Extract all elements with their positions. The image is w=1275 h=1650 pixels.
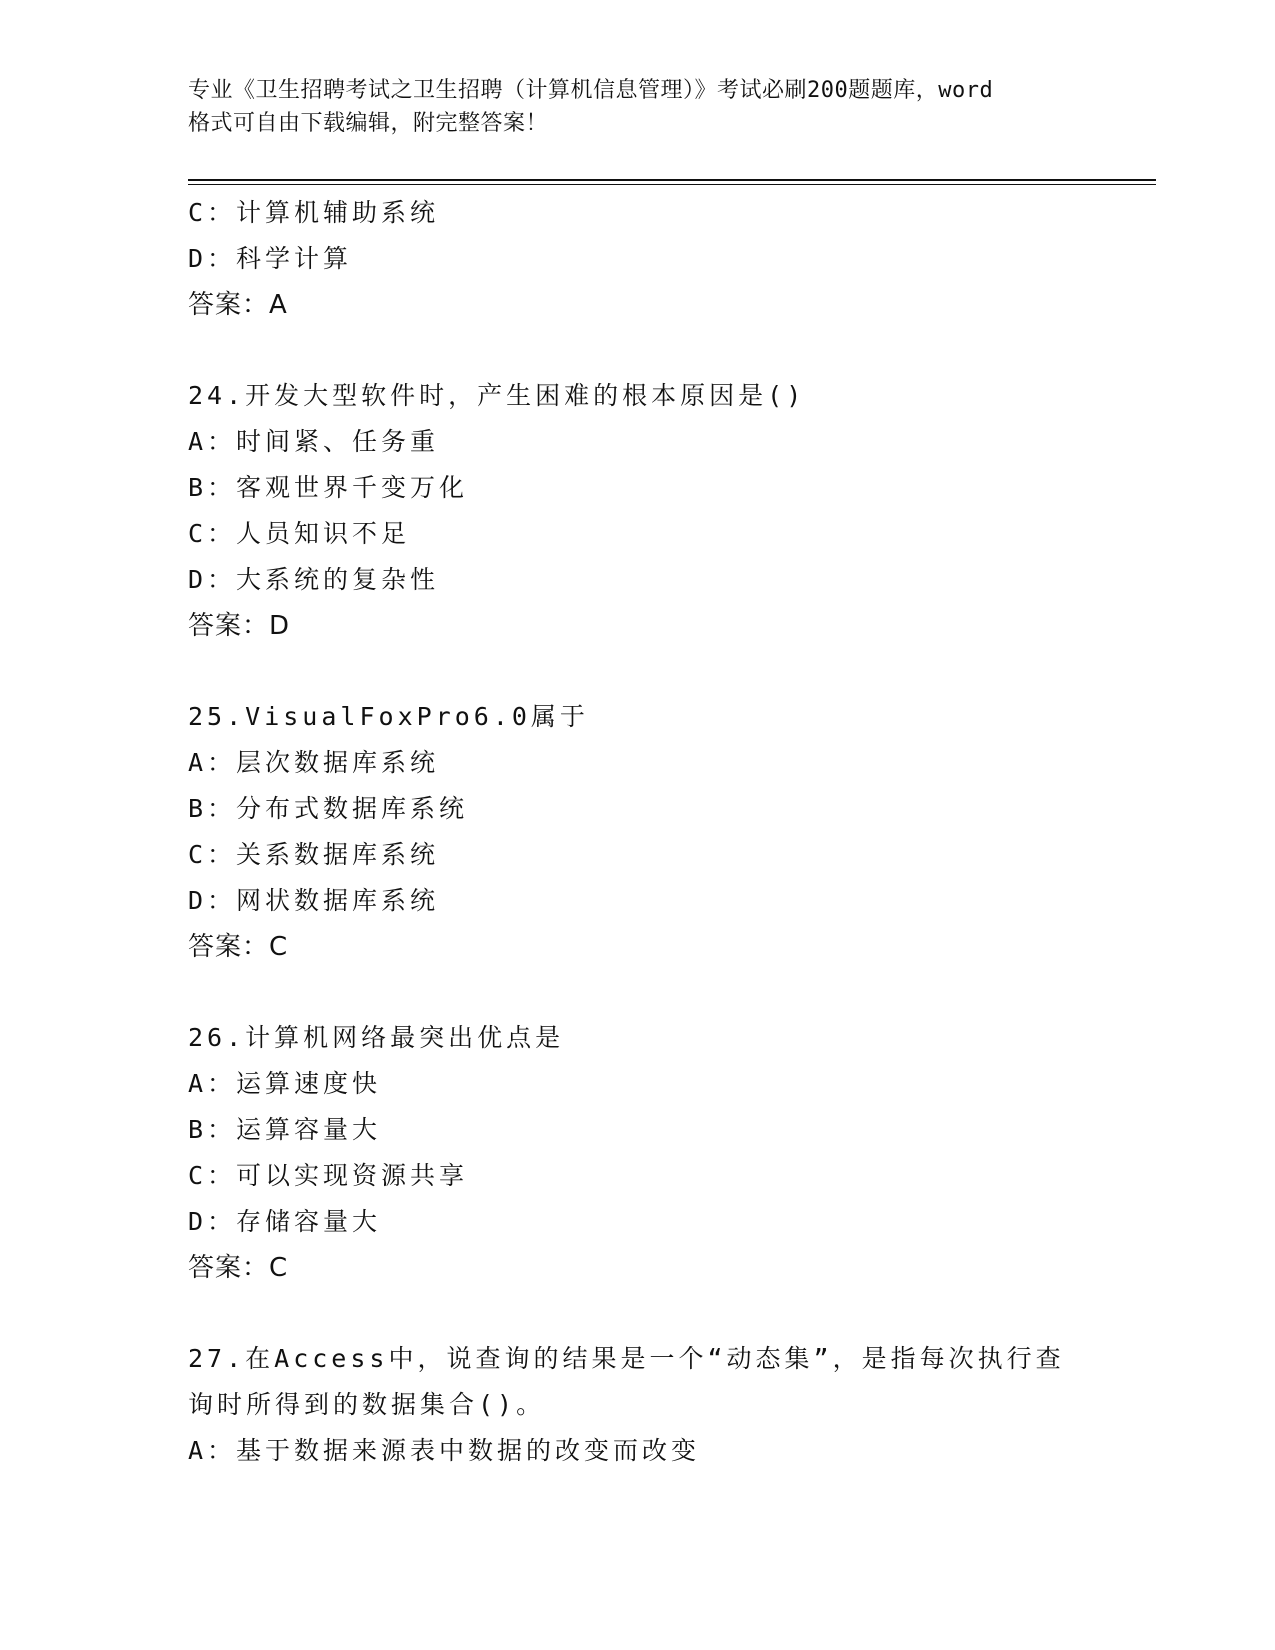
answer: 答案：C (188, 1253, 289, 1283)
option-c: C：关系数据库系统 (188, 840, 440, 869)
question-text-line-2: 询时所得到的数据集合()。 (188, 1390, 546, 1419)
question-27 (188, 1336, 1088, 1474)
option-c: C：人员知识不足 (188, 519, 411, 548)
question-23 (188, 190, 1088, 328)
header-divider-thin (188, 184, 1156, 185)
option-d: D：科学计算 (188, 244, 353, 273)
option-a: A：运算速度快 (188, 1069, 382, 1098)
question-25 (188, 694, 1088, 970)
question-26 (188, 1015, 1088, 1291)
option-b: B：运算容量大 (188, 1115, 382, 1144)
header-line-1: 专业《卫生招聘考试之卫生招聘（计算机信息管理）》考试必刷200题题库，word (188, 78, 994, 103)
answer: 答案：D (188, 611, 291, 641)
option-a: A：层次数据库系统 (188, 748, 440, 777)
option-d: D：网状数据库系统 (188, 886, 440, 915)
question-24 (188, 373, 1088, 649)
option-b: B：分布式数据库系统 (188, 794, 469, 823)
question-text: 26.计算机网络最突出优点是 (188, 1023, 565, 1052)
header-line-2: 格式可自由下载编辑，附完整答案！ (188, 111, 549, 136)
option-c: C：计算机辅助系统 (188, 198, 440, 227)
header-divider-thick (188, 179, 1156, 181)
answer: 答案：C (188, 932, 289, 962)
option-a: A：基于数据来源表中数据的改变而改变 (188, 1436, 701, 1465)
question-list (188, 190, 1088, 1474)
question-text: 25.VisualFoxPro6.0属于 (188, 702, 589, 731)
option-d: D：大系统的复杂性 (188, 565, 440, 594)
option-d: D：存储容量大 (188, 1207, 382, 1236)
option-a: A：时间紧、任务重 (188, 427, 440, 456)
option-b: B：客观世界千变万化 (188, 473, 469, 502)
question-text-line-1: 27.在Access中，说查询的结果是一个“动态集”，是指每次执行查 (188, 1344, 1065, 1373)
document-header (188, 74, 1088, 140)
option-c: C：可以实现资源共享 (188, 1161, 469, 1190)
question-text: 24.开发大型软件时，产生困难的根本原因是() (188, 381, 806, 410)
answer: 答案：A (188, 290, 288, 320)
